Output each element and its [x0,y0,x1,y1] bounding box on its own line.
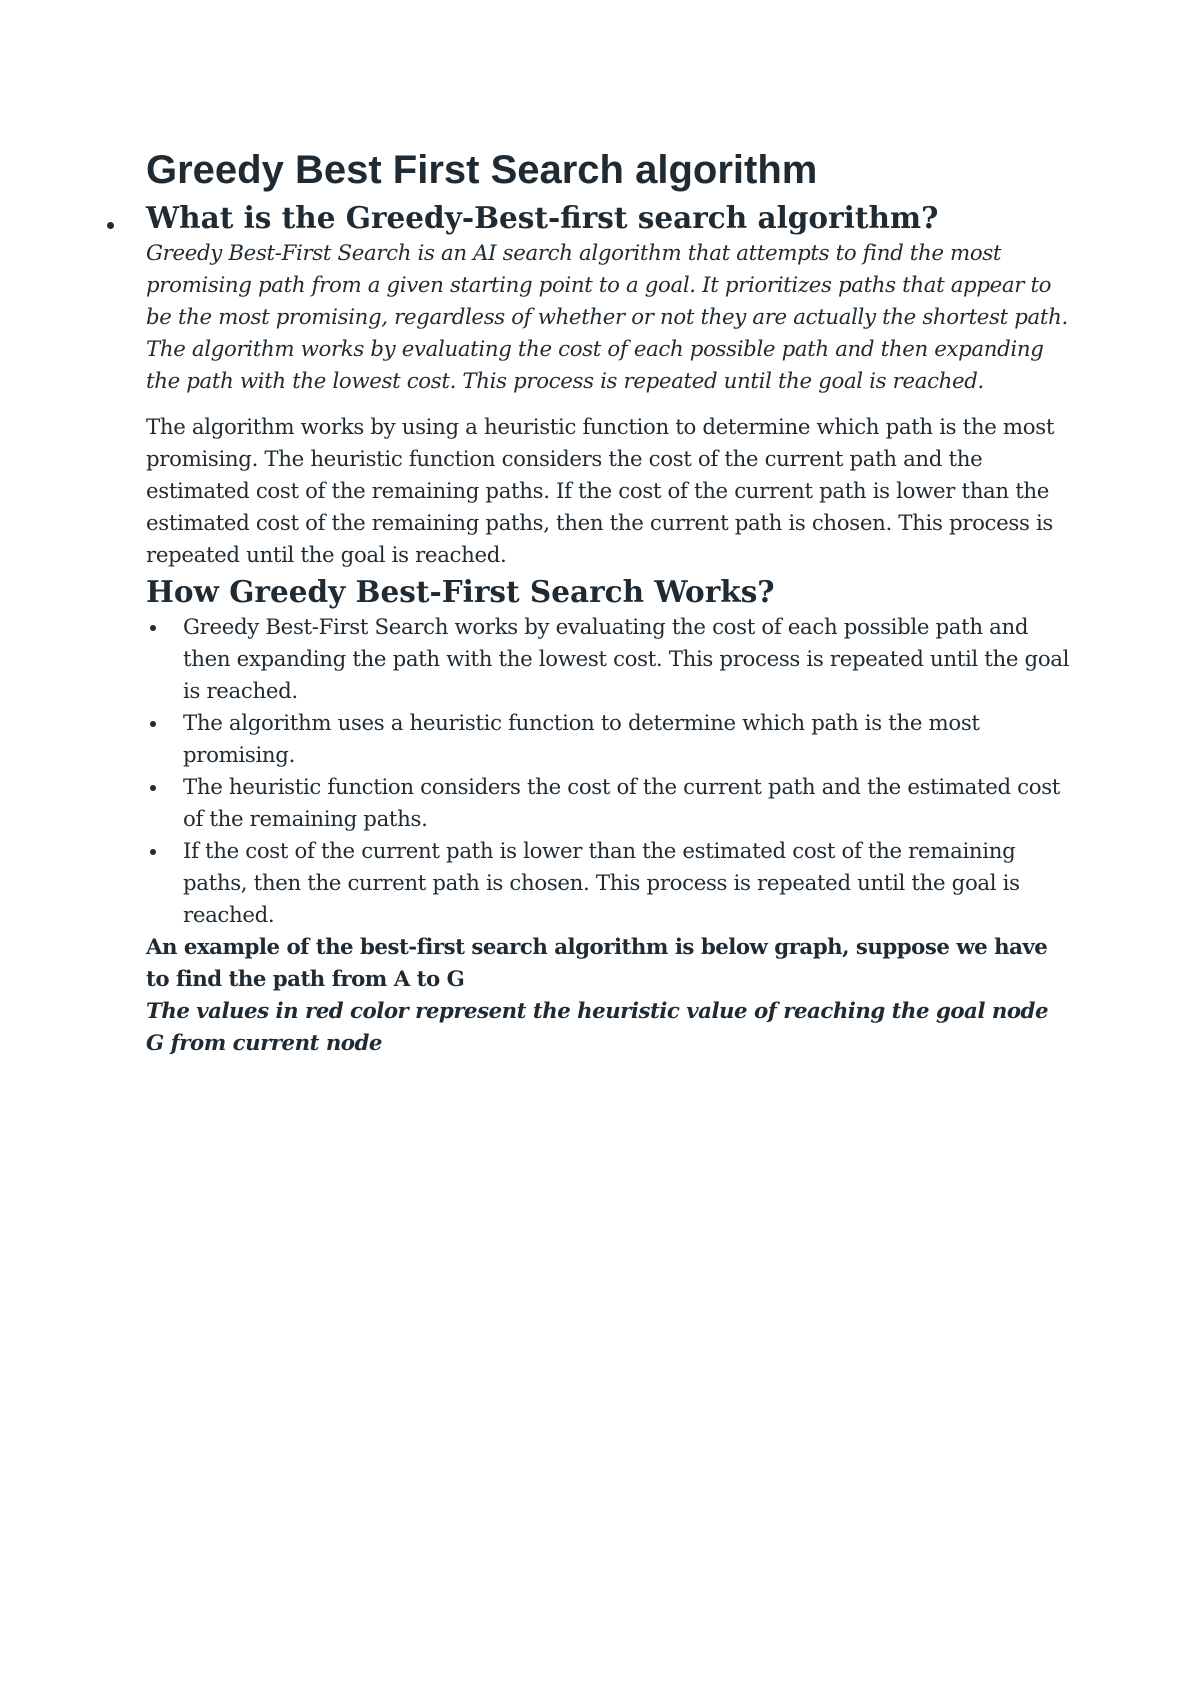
list-item-text: Greedy Best-First Search works by evaluating the cost of each possible path and then expanding the path with the lowest cost. This process is repeated until the goal is reached. [183,615,1070,704]
example-bold-paragraph: An example of the best-first search algorithm is below graph, suppose we have to find the path from A to G [146,935,1048,992]
document-body [146,142,1071,1060]
section-heading-how: How Greedy Best-First Search Works? [146,574,775,609]
bullet-dot [150,849,156,855]
list-item-text: The algorithm uses a heuristic function to determine which path is the most promising. [183,711,980,768]
list-item [146,772,1071,836]
list-item [146,708,1071,772]
document-title: Greedy Best First Search algorithm [146,148,818,192]
heuristic-paragraph: The algorithm works by using a heuristic function to determine which path is the most promising. The heuristic function considers the cost of the current path and the estimated cost of the remaining paths. If the cost of the current path is lower than the estimated cost of the remaining paths, then the current path is chosen. This process is repeated until the goal is reached. [146,415,1055,568]
list-item-text: The heuristic function considers the cost of the current path and the estimated cost of the remaining paths. [183,775,1061,832]
bullet-dot [150,721,156,727]
list-item-text: If the cost of the current path is lower than the estimated cost of the remaining paths, then the current path is chosen. This process is repeated until the goal is reached. [183,839,1020,928]
list-item [146,612,1071,708]
intro-paragraph-italic: Greedy Best-First Search is an AI search algorithm that attempts to find the most promising path from a given starting point to a goal. It prioritizes paths that appear to be the most promising, regardless of whether or not they are actually the shortest path. The algorithm works by evaluating the cost of each possible path and then expanding the path with the lowest cost. This process is repeated until the goal is reached. [146,241,1068,394]
empty-bullet-dot [107,222,114,229]
how-it-works-list [146,612,1071,932]
bullet-dot [150,785,156,791]
list-item [146,836,1071,932]
example-note-paragraph: The values in red color represent the heuristic value of reaching the goal node G from current node [146,999,1048,1056]
bullet-dot [150,625,156,631]
section-heading-what: What is the Greedy-Best-first search algorithm? [146,200,939,235]
